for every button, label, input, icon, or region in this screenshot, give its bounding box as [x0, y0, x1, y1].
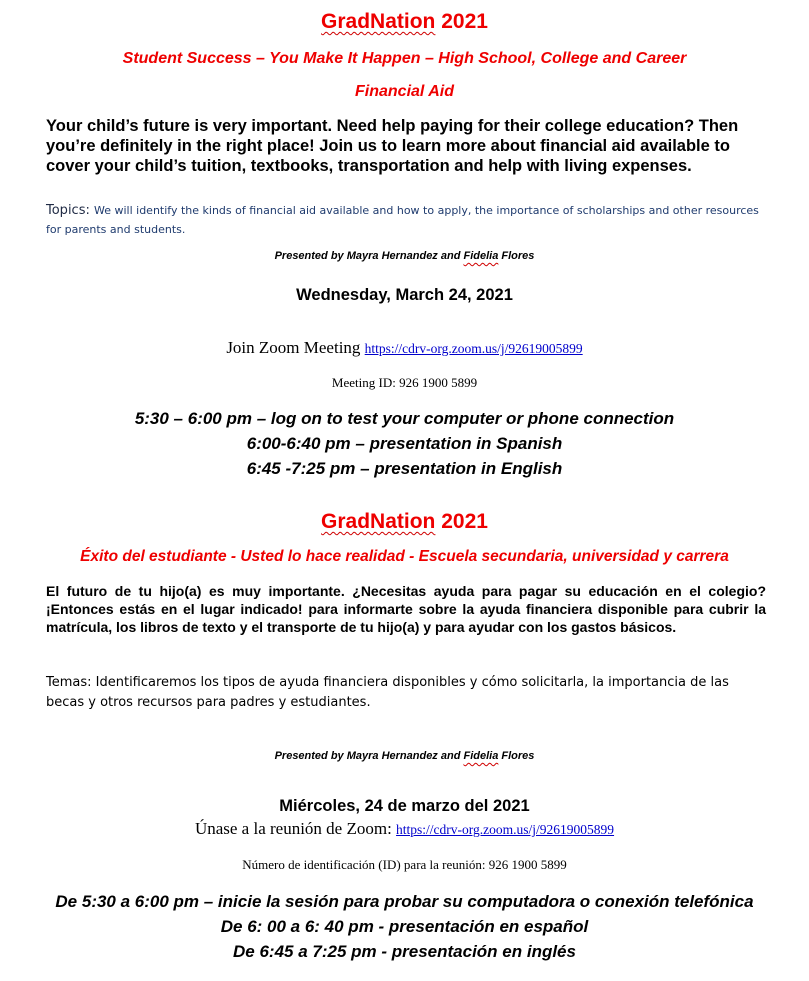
en-zoom-link[interactable]: https://cdrv-org.zoom.us/j/92619005899	[364, 341, 583, 356]
es-zoom-link[interactable]: https://cdrv-org.zoom.us/j/92619005899	[396, 822, 615, 837]
en-date: Wednesday, March 24, 2021	[296, 286, 513, 304]
es-date: Miércoles, 24 de marzo del 2021	[279, 797, 530, 815]
en-topics	[46, 200, 766, 238]
en-presented-suffix: Flores	[498, 250, 535, 262]
en-topics-label: Topics:	[46, 203, 94, 218]
es-schedule-3: De 6:45 a 7:25 pm - presentación en inglés	[233, 942, 576, 961]
en-title-year: 2021	[435, 10, 488, 33]
en-meeting-id: Meeting ID: 926 1900 5899	[331, 375, 478, 390]
es-title	[0, 510, 809, 534]
es-presented-by	[0, 750, 809, 762]
es-intro: El futuro de tu hijo(a) es muy importante. ¿Necesitas ayuda para pagar su educación en el colegio? ¡Entonces estás en el lugar indicado! para informarte sobre la ayuda financiera disponible para cubrir la matrícula, los libros de texto y el transporte de tu hijo(a) y para ayudar con los gastos básicos.	[46, 583, 766, 635]
en-topic-heading: Financial Aid	[355, 83, 454, 100]
en-schedule-3: 6:45 -7:25 pm – presentation in English	[246, 459, 563, 478]
en-zoom-label: Join Zoom Meeting	[226, 338, 365, 357]
en-topics-text: We will identify the kinds of financial aid available and how to apply, the importance of scholarships and other resources for parents and students.	[46, 204, 759, 236]
es-presented-name: Fidelia	[463, 750, 499, 762]
es-subtitle: Éxito del estudiante - Usted lo hace realidad - Escuela secundaria, universidad y carrera	[80, 548, 729, 565]
es-topics: Temas: Identificaremos los tipos de ayuda financiera disponibles y cómo solicitarla, la importancia de las becas y otros recursos para padres y estudiantes.	[46, 675, 729, 710]
es-meeting-id: Número de identificación (ID) para la reunión: 926 1900 5899	[242, 857, 567, 872]
es-schedule-1: De 5:30 a 6:00 pm – inicie la sesión para probar su computadora o conexión telefónica	[55, 892, 754, 911]
es-title-brand: GradNation	[321, 510, 436, 533]
en-presented-name: Fidelia	[463, 250, 499, 262]
es-presented-suffix: Flores	[498, 750, 535, 762]
es-title-year: 2021	[435, 510, 488, 533]
en-presented-by	[0, 250, 809, 262]
en-title-brand: GradNation	[321, 10, 436, 33]
es-schedule-2: De 6: 00 a 6: 40 pm - presentación en español	[220, 917, 589, 936]
en-intro: Your child’s future is very important. Need help paying for their college education? Then you’re definitely in the right place! Join us to learn more about financial aid available to cover your child’s tuition, textbooks, transportation and help with living expenses.	[46, 117, 739, 175]
en-schedule-1: 5:30 – 6:00 pm – log on to test your computer or phone connection	[134, 409, 675, 428]
en-schedule-2: 6:00-6:40 pm – presentation in Spanish	[246, 434, 563, 453]
es-zoom	[0, 819, 809, 839]
en-presented-prefix: Presented by Mayra Hernandez and	[274, 250, 464, 262]
es-zoom-label: Únase a la reunión de Zoom:	[194, 819, 397, 838]
en-subtitle: Student Success – You Make It Happen – High School, College and Career	[122, 50, 687, 67]
en-zoom	[0, 338, 809, 358]
en-title	[0, 10, 809, 34]
es-presented-prefix: Presented by Mayra Hernandez and	[274, 750, 464, 762]
